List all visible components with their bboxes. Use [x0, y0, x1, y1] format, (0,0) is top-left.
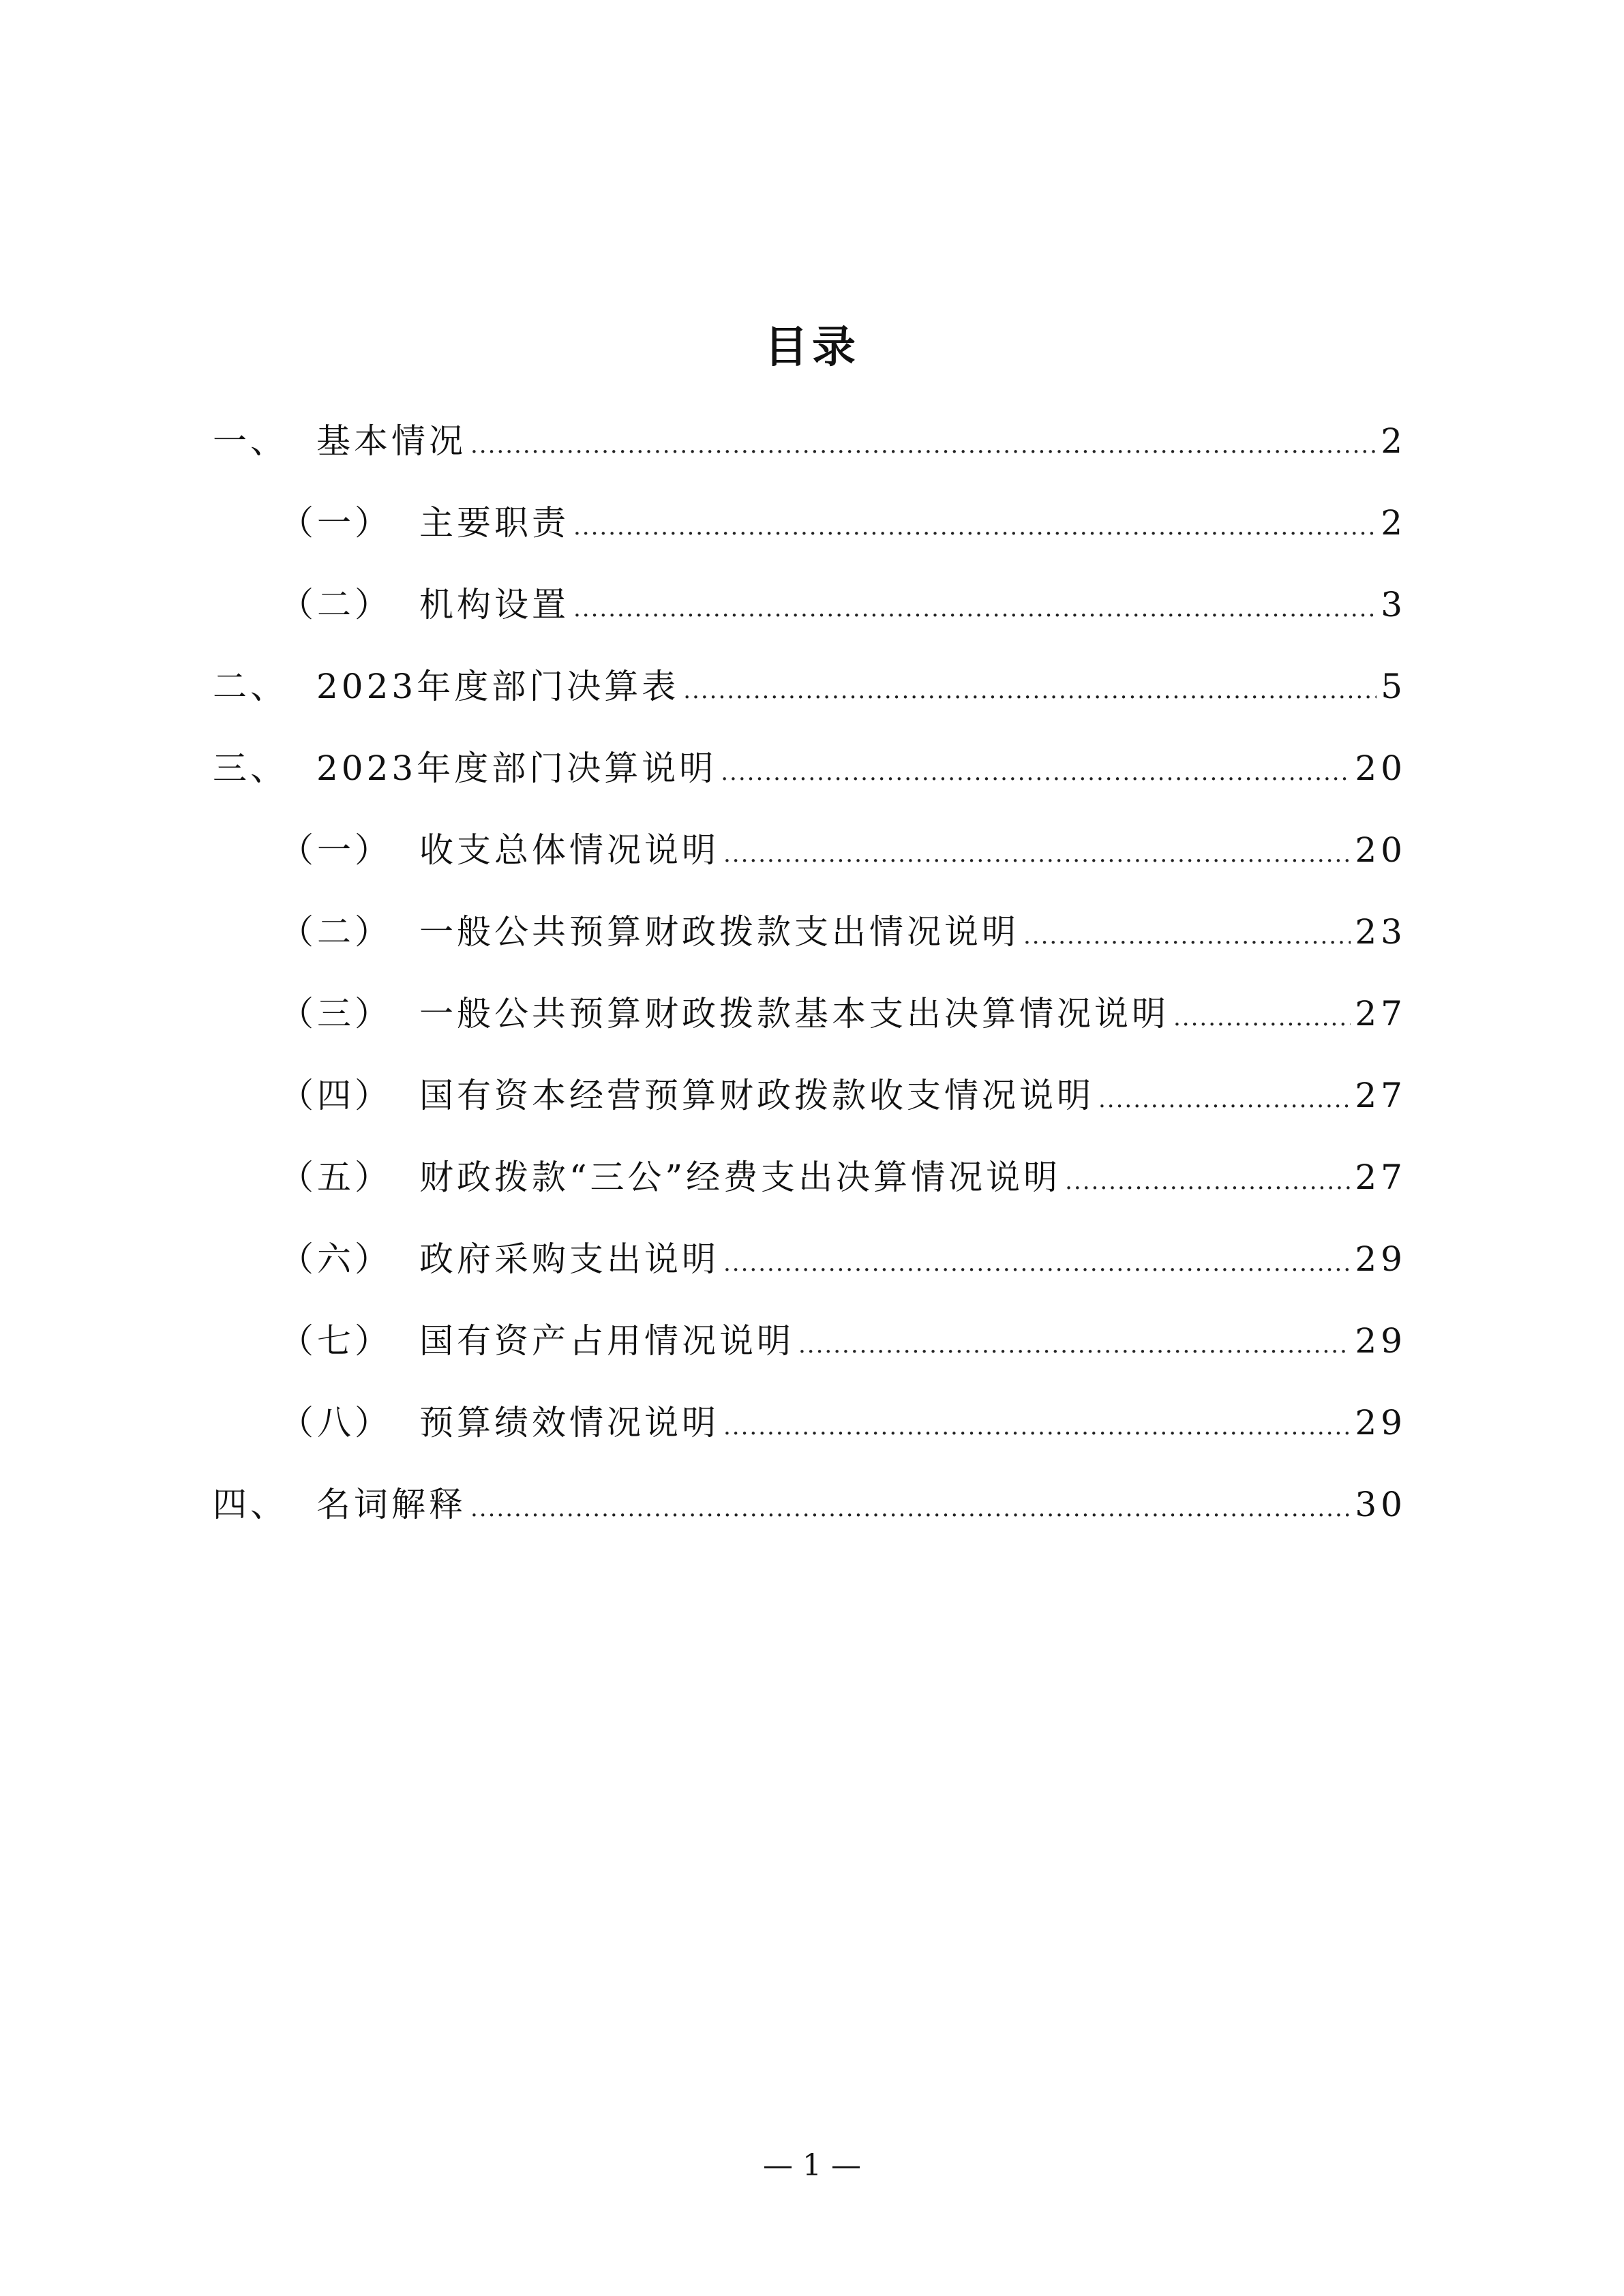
toc-entry-number: （八） [280, 1403, 392, 1442]
toc-entry-page: 20 [1355, 830, 1407, 870]
toc-leader-dots [723, 1252, 1351, 1275]
toc-entry[interactable] [213, 421, 1407, 461]
toc-entry-number: （一） [280, 830, 392, 870]
toc-entry-label: 2023年度部门决算说明 [316, 749, 717, 788]
toc-entry[interactable] [213, 667, 1407, 706]
toc-entry-number: （五） [280, 1158, 392, 1197]
toc-entry[interactable] [280, 912, 1407, 952]
toc-entry[interactable] [280, 1076, 1407, 1115]
toc-entry-page: 3 [1381, 585, 1407, 624]
toc-leader-dots [573, 515, 1377, 539]
toc-leader-dots [1065, 1170, 1351, 1193]
toc-leader-dots [798, 1333, 1351, 1357]
toc-entry-number: （一） [280, 503, 392, 543]
toc-entry[interactable] [213, 749, 1407, 788]
toc-entry-number: （二） [280, 585, 392, 624]
toc-entry-number: （二） [280, 912, 392, 952]
toc-leader-dots [470, 1497, 1351, 1520]
toc-entry-label: 机构设置 [419, 585, 569, 624]
toc-entry-page: 27 [1355, 1158, 1407, 1197]
toc-entry-label: 主要职责 [419, 503, 569, 543]
toc-entry[interactable] [280, 1158, 1407, 1197]
toc-leader-dots [1098, 1088, 1351, 1111]
toc-title: 目录 [764, 322, 860, 373]
toc-entry-page: 20 [1355, 749, 1407, 788]
toc-leader-dots [723, 843, 1351, 866]
toc-entry-page: 27 [1355, 1076, 1407, 1115]
toc-entry-number: （三） [280, 994, 392, 1033]
toc-entry-number: 四、 [213, 1485, 288, 1524]
toc-entry-page: 29 [1355, 1321, 1407, 1361]
toc-leader-dots [1023, 924, 1351, 948]
toc-entry-page: 29 [1355, 1239, 1407, 1279]
toc-entry-number: （四） [280, 1076, 392, 1115]
toc-entry-label: 基本情况 [316, 421, 466, 461]
toc-leader-dots [683, 679, 1377, 702]
toc-entry-page: 29 [1355, 1403, 1407, 1442]
toc-entry-label: 名词解释 [316, 1485, 466, 1524]
toc-leader-dots [470, 434, 1377, 457]
toc-entry-label: 国有资本经营预算财政拨款收支情况说明 [419, 1076, 1094, 1115]
toc-entry-page: 23 [1355, 912, 1407, 952]
toc-entry-label: 收支总体情况说明 [419, 830, 719, 870]
toc-entry[interactable] [280, 503, 1407, 543]
toc-leader-dots [721, 761, 1351, 784]
toc-entry-page: 5 [1381, 667, 1407, 706]
toc-entry-label: 政府采购支出说明 [419, 1239, 719, 1279]
toc-entry-page: 27 [1355, 994, 1407, 1033]
toc-entry[interactable] [280, 585, 1407, 624]
toc-entry-label: 2023年度部门决算表 [316, 667, 680, 706]
toc-entry-label: 预算绩效情况说明 [419, 1403, 719, 1442]
toc-entry-label: 一般公共预算财政拨款支出情况说明 [419, 912, 1019, 952]
toc-entry[interactable] [280, 1321, 1407, 1361]
toc-leader-dots [723, 1415, 1351, 1438]
toc-entry-number: 一、 [213, 421, 288, 461]
toc-entry-label: 一般公共预算财政拨款基本支出决算情况说明 [419, 994, 1169, 1033]
toc-entry-label: 国有资产占用情况说明 [419, 1321, 794, 1361]
toc-entry[interactable] [213, 1485, 1407, 1524]
toc-entry-number: 二、 [213, 667, 288, 706]
toc-entry-number: （六） [280, 1239, 392, 1279]
toc-entry[interactable] [280, 1239, 1407, 1279]
toc-entry[interactable] [280, 1403, 1407, 1442]
toc-entry[interactable] [280, 994, 1407, 1033]
toc-entry[interactable] [280, 830, 1407, 870]
toc-entry-page: 2 [1381, 503, 1407, 543]
toc-entry-page: 30 [1355, 1485, 1407, 1524]
toc-leader-dots [1173, 1006, 1351, 1029]
toc-entry-number: （七） [280, 1321, 392, 1361]
toc-entry-label: 财政拨款“三公”经费支出决算情况说明 [419, 1158, 1062, 1197]
toc-entry-number: 三、 [213, 749, 288, 788]
toc-entry-page: 2 [1381, 421, 1407, 461]
page-number-footer: — 1 — [763, 2148, 861, 2183]
toc-leader-dots [573, 597, 1377, 620]
